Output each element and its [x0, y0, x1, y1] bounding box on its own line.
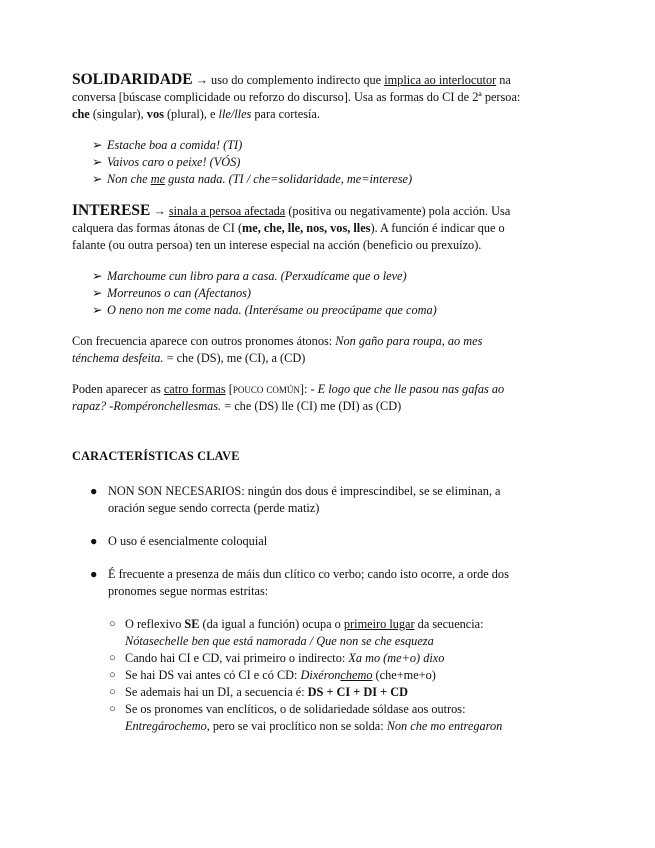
underlined-text: implica ao interlocutor — [384, 73, 497, 87]
interese-examples — [72, 268, 532, 319]
list-item — [92, 137, 532, 154]
bold-text: vos — [146, 107, 164, 121]
document-page — [72, 71, 532, 735]
bullet-icon: ● — [90, 484, 98, 498]
frequency-paragraph: Con frecuencia aparece con outros pronomes átonos: Non gaño para roupa, ao mes ténchema desfeita. = che (DS), me (CI), a (CD) — [72, 334, 483, 365]
list-item: ● O uso é esencialmente coloquial — [90, 534, 268, 548]
list-item: ○ Se os pronomes van enclíticos, o de solidariedade sóldase aos outros: Entregárochemo, pero se vai proclítico non se solda: Non che mo entregaron — [109, 702, 503, 733]
interese-term: INTERESE — [72, 202, 151, 219]
bold-text: me, che, lle, nos, vos, lles — [242, 221, 371, 235]
arrow-glyph: → — [195, 73, 208, 87]
list-item: ○ Se ademais hai un DI, a secuencia é: DS + CI + DI + CD — [109, 685, 408, 699]
list-item: ○ Cando hai CI e CD, vai primeiro o indirecto: Xa mo (me+o) dixo — [109, 651, 445, 665]
arrow-bullet-icon: ➢ — [92, 155, 103, 169]
list-item: ● É frecuente a presenza de máis dun clítico co verbo; cando isto ocorre, a orde dos pronomes segue normas estritas: — [90, 567, 509, 598]
bullet-icon: ● — [90, 567, 98, 581]
text: (positiva ou negativamente) pola acción. Usa calquera das formas átonas de CI ( — [72, 204, 511, 235]
circle-bullet-icon: ○ — [109, 618, 116, 630]
italic-text: lle/lles — [218, 107, 252, 121]
text: para cortesía. — [251, 107, 320, 121]
list-item: ○ Se hai DS vai antes có CI e có CD: Dixéronchemo (che+me+o) — [109, 668, 436, 682]
example-text: Vaivos caro o peixe! (VÓS) — [107, 155, 241, 169]
text: (singular), — [89, 107, 147, 121]
circle-bullet-icon: ○ — [109, 703, 116, 715]
solidaridade-term: SOLIDARIDADE — [72, 71, 193, 88]
underlined-text: sinala a persoa afectada — [168, 204, 286, 218]
solidaridade-paragraph — [72, 71, 532, 123]
section-title: CARACTERÍSTICAS CLAVE — [72, 449, 240, 463]
bullet-icon: ● — [90, 534, 98, 548]
example-text: Morreunos o can (Afectanos) — [107, 286, 252, 300]
arrow-bullet-icon: ➢ — [92, 269, 103, 283]
list-item — [92, 171, 532, 188]
list-item: ○ O reflexivo SE (da igual a función) ocupa o primeiro lugar da secuencia: Nótasechelle ben que está namorada / Que non se che esqueza — [109, 617, 484, 648]
example-text: Non che me gusta nada. (TI / che=solidaridade, me=interese) — [107, 172, 413, 186]
circle-bullet-icon: ○ — [109, 652, 116, 664]
four-forms-paragraph: Poden aparecer as catro formas [pouco común]: - E logo que che lle pasou nas gafas ao rapaz? -Rompéronchellesmas. = che (DS) lle (CI) me (DI) as (CD) — [72, 382, 505, 413]
circle-bullet-icon: ○ — [109, 686, 116, 698]
arrow-bullet-icon: ➢ — [92, 286, 103, 300]
key-features-list — [72, 483, 532, 600]
solidaridade-examples — [72, 137, 532, 188]
arrow-glyph: → — [153, 204, 166, 218]
example-text: O neno non me come nada. (Interésame ou preocúpame que coma) — [107, 303, 437, 317]
list-item — [92, 285, 532, 302]
list-item — [92, 302, 532, 319]
pronoun-order-list — [72, 616, 532, 735]
circle-bullet-icon: ○ — [109, 669, 116, 681]
text: uso do complemento indirecto que — [207, 73, 385, 87]
example-text: Marchoume cun libro para a casa. (Perxudícame que o leve) — [107, 269, 407, 283]
text: ). A función é indicar que o falante (ou outra persoa) ten un interese especial na acción (beneficio ou prexuízo). — [72, 221, 505, 252]
interese-paragraph — [72, 202, 532, 254]
example-text: Estache boa a comida! (TI) — [107, 138, 243, 152]
bold-text: che — [72, 107, 90, 121]
text: na conversa [búscase complicidade ou reforzo do discurso]. Usa as formas do CI de 2ª persoa: — [72, 73, 521, 104]
arrow-bullet-icon: ➢ — [92, 138, 103, 152]
text: (plural), e — [163, 107, 219, 121]
arrow-bullet-icon: ➢ — [92, 303, 103, 317]
list-item — [92, 154, 532, 171]
list-item — [92, 268, 532, 285]
arrow-bullet-icon: ➢ — [92, 172, 103, 186]
list-item: ● NON SON NECESARIOS: ningún dos dous é imprescindibel, se se eliminan, a oración segue sendo correcta (perde matiz) — [90, 484, 501, 515]
